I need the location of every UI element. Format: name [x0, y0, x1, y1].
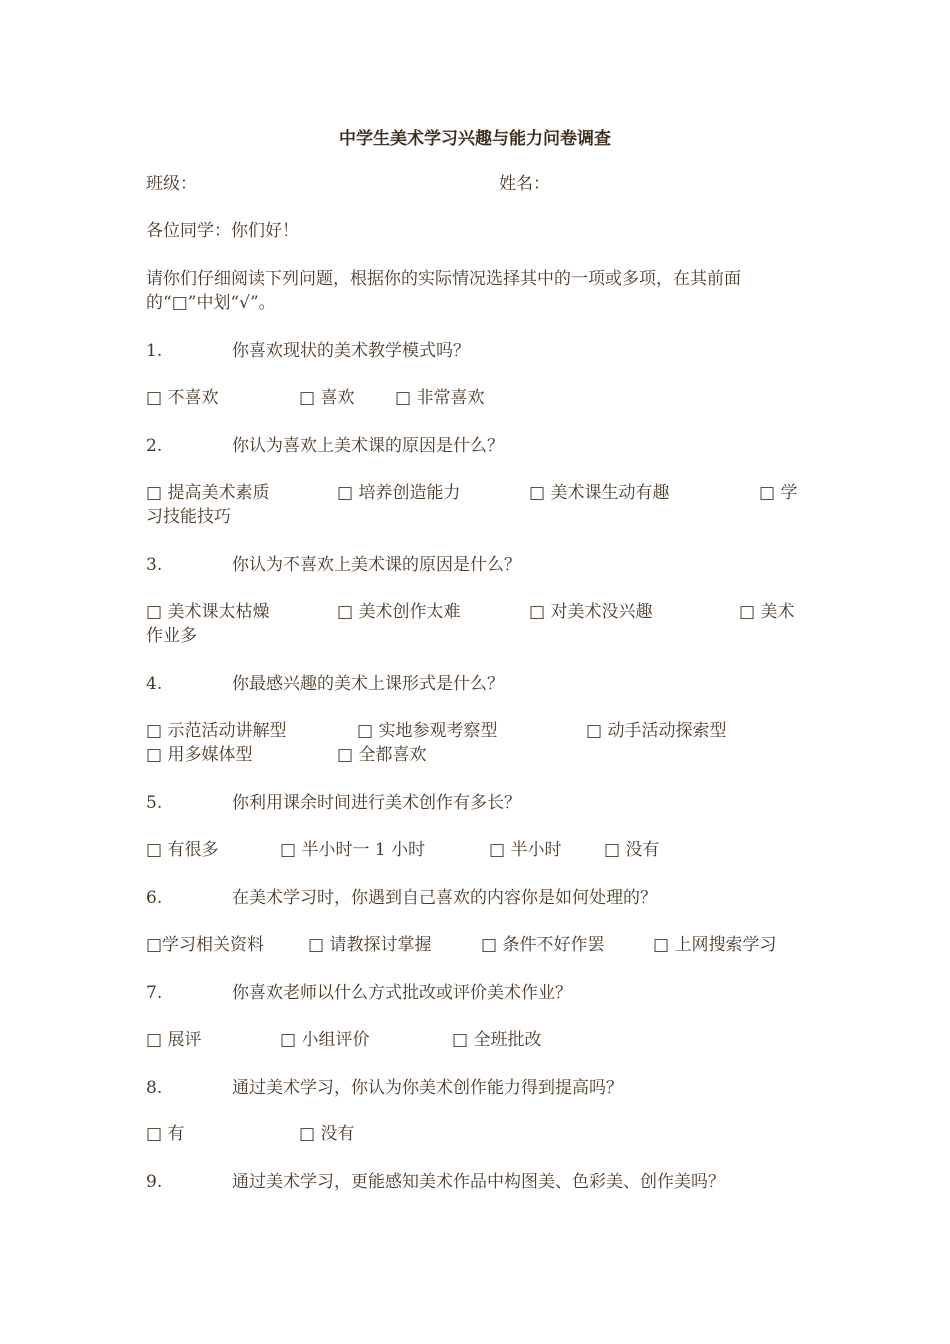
q1-option-love[interactable]: □ 非常喜欢 — [395, 388, 485, 408]
instructions-line-2: 的“□”中划“√”。 — [146, 293, 276, 313]
q3-option-homework[interactable]: □ 美术 — [739, 602, 795, 622]
q4-option-field-trip[interactable]: □ 实地参观考察型 — [357, 721, 498, 741]
q5-option-none[interactable]: □ 没有 — [604, 840, 660, 860]
q5-option-half-hour[interactable]: □ 半小时 — [489, 840, 562, 860]
q1-option-like[interactable]: □ 喜欢 — [299, 388, 355, 408]
q5-option-a-lot[interactable]: □ 有很多 — [146, 840, 219, 860]
q2-option-skills[interactable]: □ 学 — [759, 483, 798, 503]
question-1-text: 你喜欢现状的美术教学模式吗？ — [232, 341, 470, 361]
page-title: 中学生美术学习兴趣与能力问卷调查 — [339, 129, 611, 149]
question-7-text: 你喜欢老师以什么方式批改或评价美术作业？ — [232, 983, 572, 1003]
question-8-text: 通过美术学习，你认为你美术创作能力得到提高吗？ — [232, 1078, 623, 1098]
q5-option-half-to-one-hour[interactable]: □ 半小时一 1 小时 — [280, 840, 426, 860]
q8-option-no[interactable]: □ 没有 — [299, 1124, 355, 1144]
q6-option-ask-discuss[interactable]: □ 请教探讨掌握 — [308, 935, 432, 955]
q1-option-dislike[interactable]: □ 不喜欢 — [146, 388, 219, 408]
q3-option-too-hard[interactable]: □ 美术创作太难 — [337, 602, 461, 622]
q7-option-whole-class[interactable]: □ 全班批改 — [452, 1030, 542, 1050]
question-7-number: 7. — [146, 983, 163, 1003]
question-3-number: 3. — [146, 555, 163, 575]
q4-option-demo[interactable]: □ 示范活动讲解型 — [146, 721, 287, 741]
q2-option-interesting[interactable]: □ 美术课生动有趣 — [529, 483, 670, 503]
q6-option-give-up[interactable]: □ 条件不好作罢 — [481, 935, 605, 955]
q4-option-multimedia[interactable]: □ 用多媒体型 — [146, 745, 253, 765]
q3-option-homework-cont: 作业多 — [146, 626, 197, 646]
name-label: 姓名： — [499, 174, 550, 194]
q2-option-creativity[interactable]: □ 培养创造能力 — [337, 483, 461, 503]
question-8-number: 8. — [146, 1078, 163, 1098]
q7-option-group[interactable]: □ 小组评价 — [280, 1030, 370, 1050]
question-6-number: 6. — [146, 888, 163, 908]
question-9-text: 通过美术学习，更能感知美术作品中构图美、色彩美、创作美吗？ — [232, 1172, 725, 1192]
question-3-text: 你认为不喜欢上美术课的原因是什么？ — [232, 555, 521, 575]
q2-option-skills-cont: 习技能技巧 — [146, 507, 231, 527]
q4-option-all[interactable]: □ 全都喜欢 — [337, 745, 427, 765]
question-1-number: 1. — [146, 341, 163, 361]
q3-option-boring[interactable]: □ 美术课太枯燥 — [146, 602, 270, 622]
q3-option-no-interest[interactable]: □ 对美术没兴趣 — [529, 602, 653, 622]
q4-option-hands-on[interactable]: □ 动手活动探索型 — [586, 721, 727, 741]
q8-option-yes[interactable]: □ 有 — [146, 1124, 185, 1144]
q6-option-study-materials[interactable]: □学习相关资料 — [146, 935, 265, 955]
question-4-text: 你最感兴趣的美术上课形式是什么？ — [232, 674, 504, 694]
question-2-text: 你认为喜欢上美术课的原因是什么？ — [232, 436, 504, 456]
question-9-number: 9. — [146, 1172, 163, 1192]
question-6-text: 在美术学习时，你遇到自己喜欢的内容你是如何处理的？ — [232, 888, 657, 908]
instructions-line-1: 请你们仔细阅读下列问题，根据你的实际情况选择其中的一项或多项，在其前面 — [146, 269, 741, 289]
greeting: 各位同学：你们好！ — [146, 221, 299, 241]
q7-option-exhibition[interactable]: □ 展评 — [146, 1030, 202, 1050]
question-2-number: 2. — [146, 436, 163, 456]
question-4-number: 4. — [146, 674, 163, 694]
question-5-text: 你利用课余时间进行美术创作有多长？ — [232, 793, 521, 813]
class-label: 班级： — [146, 174, 197, 194]
q2-option-art-quality[interactable]: □ 提高美术素质 — [146, 483, 270, 503]
q6-option-search-online[interactable]: □ 上网搜索学习 — [653, 935, 777, 955]
question-5-number: 5. — [146, 793, 163, 813]
